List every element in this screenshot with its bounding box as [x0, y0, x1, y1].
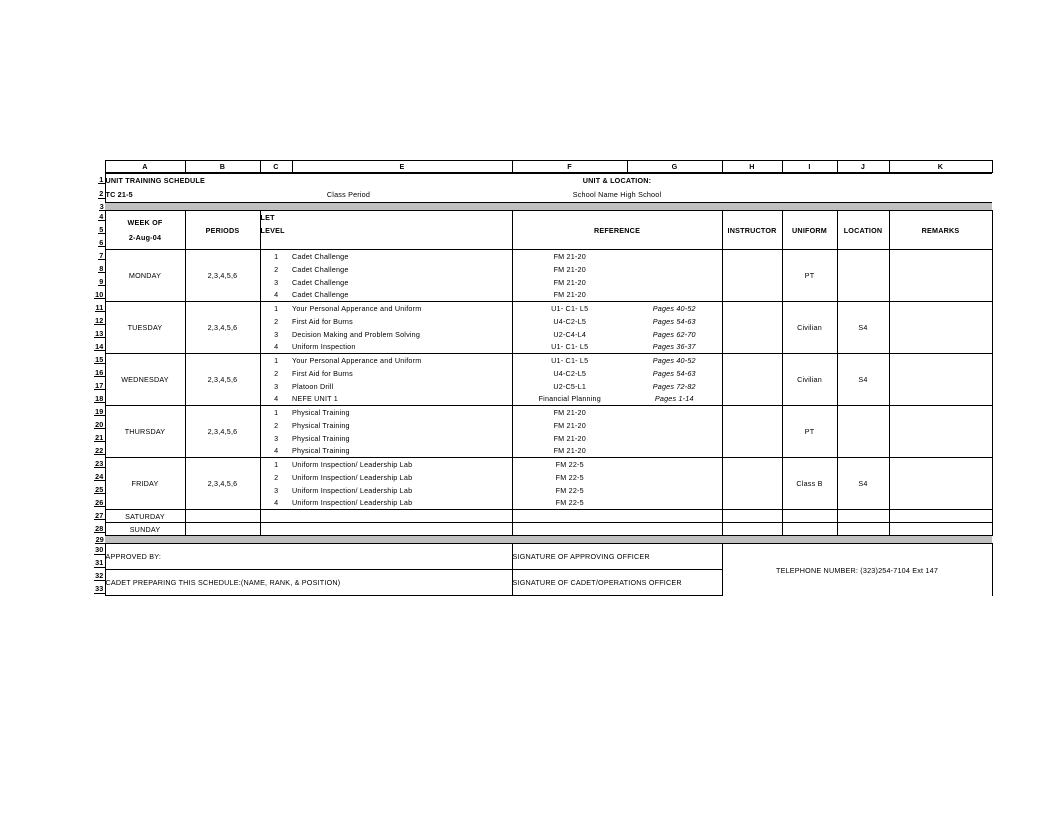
lesson-subject: Cadet Challenge: [292, 264, 349, 274]
row-number-16[interactable]: [92, 367, 105, 380]
cadet-preparing-schedule: CADET PREPARING THIS SCHEDULE:(NAME, RANK, & POSITION): [105, 570, 512, 596]
row-number-label: 13: [95, 329, 104, 339]
row-number-label: 14: [95, 342, 104, 352]
row-number-label: 8: [99, 264, 104, 274]
location-thursday[interactable]: [837, 406, 889, 458]
lesson-reference: U1- C1- L5: [512, 354, 627, 367]
row-30: [92, 544, 992, 557]
uniform-wednesday[interactable]: Civilian: [782, 354, 837, 406]
sunday-lessons[interactable]: [260, 523, 512, 536]
remarks-tuesday[interactable]: [889, 302, 992, 354]
row-number-7[interactable]: [92, 250, 105, 263]
saturday-location[interactable]: [837, 510, 889, 523]
lesson-number: 4: [260, 497, 292, 510]
lesson-subject: Physical Training: [292, 406, 512, 419]
lesson-subject: First Aid for Burns: [292, 316, 353, 326]
periods-tuesday: 2,3,4,5,6: [185, 302, 260, 354]
row-number-21[interactable]: [92, 432, 105, 445]
lesson-reference: FM 21-20: [512, 406, 627, 419]
signature-cadet-operations-officer: SIGNATURE OF CADET/OPERATIONS OFFICER: [512, 570, 722, 596]
lesson-number: 3: [260, 380, 292, 393]
row-number-32[interactable]: 32: [92, 570, 105, 583]
row-number-label: 17: [95, 381, 104, 391]
lesson-pages: Pages 40-52: [627, 302, 722, 315]
periods-thursday: 2,3,4,5,6: [185, 406, 260, 458]
saturday-reference[interactable]: [512, 510, 722, 523]
lesson-reference: FM 21-20: [512, 445, 627, 458]
approved-by: APPROVED BY:: [105, 544, 512, 570]
lesson-pages: Pages 62-70: [627, 328, 722, 341]
week-of-date: 2-Aug-04: [128, 233, 162, 243]
remarks-monday[interactable]: [889, 250, 992, 302]
sunday-periods[interactable]: [185, 523, 260, 536]
instructor-monday[interactable]: [722, 250, 782, 302]
lesson-pages: [627, 263, 722, 276]
column-header-k[interactable]: K: [889, 161, 992, 173]
row-number-3[interactable]: 3: [92, 203, 105, 211]
column-header-c[interactable]: C: [260, 161, 292, 173]
lesson-number: 4: [260, 445, 292, 458]
lesson-subject: Uniform Inspection/ Leadership Lab: [292, 485, 413, 495]
row2-blank: [722, 187, 992, 203]
day-name-monday: MONDAY: [105, 250, 185, 302]
row-3-pane-divider: [92, 203, 992, 211]
remarks-wednesday[interactable]: [889, 354, 992, 406]
day-name-sunday: SUNDAY: [105, 523, 185, 536]
row-number-1[interactable]: 1: [92, 174, 105, 187]
header-location: LOCATION: [837, 211, 889, 250]
lesson-number: 4: [260, 393, 292, 406]
periods-wednesday: 2,3,4,5,6: [185, 354, 260, 406]
lesson-pages: [627, 458, 722, 471]
row1-blank: [722, 174, 992, 187]
lesson-number: 4: [260, 341, 292, 354]
row-number-9[interactable]: [92, 276, 105, 289]
header-instructor: INSTRUCTOR: [722, 211, 782, 250]
header-periods: PERIODS: [185, 211, 260, 250]
row-29-pane-divider: [92, 536, 992, 544]
row-number-label: 12: [95, 316, 104, 326]
row-number-28[interactable]: 28: [92, 523, 105, 536]
lesson-number: 3: [260, 276, 292, 289]
row-number-8[interactable]: [92, 263, 105, 276]
lesson-pages: Pages 72-82: [627, 380, 722, 393]
location-wednesday[interactable]: S4: [837, 354, 889, 406]
row-number-12[interactable]: [92, 315, 105, 328]
lesson-subject: First Aid for Burns: [292, 368, 353, 378]
row-number-20[interactable]: [92, 419, 105, 432]
row-number-26[interactable]: [92, 497, 105, 510]
remarks-friday[interactable]: [889, 458, 992, 510]
location-tuesday[interactable]: S4: [837, 302, 889, 354]
header-week-of: [105, 211, 185, 250]
saturday-uniform[interactable]: [782, 510, 837, 523]
lesson-pages: Pages 40-52: [627, 354, 722, 367]
row-number-18[interactable]: [92, 393, 105, 406]
row-number-label: 26: [95, 498, 104, 508]
lesson-number: 1: [260, 302, 292, 315]
row-7: [92, 250, 992, 263]
row-number-30[interactable]: 30: [92, 544, 105, 557]
row-number-29[interactable]: 29: [92, 536, 105, 544]
lesson-pages: [627, 471, 722, 484]
day-name-wednesday: WEDNESDAY: [105, 354, 185, 406]
lesson-subject: Your Personal Apperance and Uniform: [292, 302, 512, 315]
row-number-label: 24: [95, 472, 104, 482]
saturday-instructor[interactable]: [722, 510, 782, 523]
lesson-pages: [627, 445, 722, 458]
lesson-pages: [627, 432, 722, 445]
header-remarks: REMARKS: [889, 211, 992, 250]
row-23: [92, 458, 992, 471]
class-period-label: Class Period: [326, 189, 371, 199]
row-number-14[interactable]: [92, 341, 105, 354]
uniform-tuesday[interactable]: Civilian: [782, 302, 837, 354]
lesson-pages: [627, 250, 722, 263]
sunday-uniform[interactable]: [782, 523, 837, 536]
periods-friday: 2,3,4,5,6: [185, 458, 260, 510]
row-number-31[interactable]: 31: [92, 557, 105, 570]
lesson-subject: NEFE UNIT 1: [292, 393, 512, 406]
lesson-reference: FM 21-20: [512, 263, 627, 276]
instructor-thursday[interactable]: [722, 406, 782, 458]
row-number-27[interactable]: 27: [92, 510, 105, 523]
doc-title: UNIT TRAINING SCHEDULE: [105, 174, 512, 187]
saturday-remarks[interactable]: [889, 510, 992, 523]
sunday-remarks[interactable]: [889, 523, 992, 536]
lesson-subject: Cadet Challenge: [292, 289, 512, 302]
lesson-reference: U2-C4-L4: [512, 328, 627, 341]
header-let: LET: [260, 211, 512, 224]
row-number-15[interactable]: [92, 354, 105, 367]
saturday-lessons[interactable]: [260, 510, 512, 523]
lesson-pages: [627, 276, 722, 289]
column-header-g[interactable]: G: [627, 161, 722, 173]
row-number-label: 16: [95, 368, 104, 378]
lesson-reference: FM 21-20: [512, 432, 627, 445]
lesson-reference: FM 21-20: [512, 250, 627, 263]
location-friday[interactable]: S4: [837, 458, 889, 510]
instructor-wednesday[interactable]: [722, 354, 782, 406]
row-number-label: 18: [95, 394, 104, 404]
lesson-number: 2: [260, 419, 292, 432]
lesson-number: 4: [260, 289, 292, 302]
lesson-subject: Uniform Inspection/ Leadership Lab: [292, 497, 512, 510]
row-number-6[interactable]: 6: [92, 237, 105, 250]
pane-divider-bar-2: [105, 536, 992, 544]
row-number-label: 10: [95, 290, 104, 300]
column-header-b[interactable]: B: [185, 161, 260, 173]
column-header-f[interactable]: F: [512, 161, 627, 173]
sunday-reference[interactable]: [512, 523, 722, 536]
row-11: [92, 302, 992, 315]
row-number-10[interactable]: [92, 289, 105, 302]
lesson-number: 1: [260, 458, 292, 471]
lesson-pages: Pages 36-37: [627, 341, 722, 354]
column-header-h[interactable]: H: [722, 161, 782, 173]
lesson-reference: FM 21-20: [512, 276, 627, 289]
header-let-level: LEVEL: [260, 225, 285, 235]
day-name-saturday: SATURDAY: [105, 510, 185, 523]
row-15: [92, 354, 992, 367]
lesson-subject: Uniform Inspection: [292, 341, 512, 354]
uniform-friday[interactable]: Class B: [782, 458, 837, 510]
row-number-25[interactable]: [92, 484, 105, 497]
lesson-number: 1: [260, 406, 292, 419]
telephone-number: TELEPHONE NUMBER: (323)254-7104 Ext 147: [722, 544, 992, 596]
lesson-pages: Pages 54-63: [627, 315, 722, 328]
lesson-number: 1: [260, 250, 292, 263]
lesson-number: 2: [260, 315, 292, 328]
column-header-e[interactable]: E: [292, 161, 512, 173]
lesson-reference: U1- C1- L5: [512, 302, 627, 315]
row-number-33[interactable]: 33: [92, 583, 105, 596]
row-28: [92, 523, 992, 536]
lesson-pages: [627, 484, 722, 497]
sunday-location[interactable]: [837, 523, 889, 536]
lesson-number: 2: [260, 263, 292, 276]
spreadsheet-sheet: [92, 160, 992, 596]
row-number-24[interactable]: [92, 471, 105, 484]
lesson-number: 3: [260, 484, 292, 497]
lesson-subject: Cadet Challenge: [292, 250, 512, 263]
row-number-label: 23: [95, 459, 104, 469]
day-name-friday: FRIDAY: [105, 458, 185, 510]
lesson-reference: FM 22-5: [512, 471, 627, 484]
lesson-pages: [627, 406, 722, 419]
instructor-friday[interactable]: [722, 458, 782, 510]
lesson-number: 1: [260, 354, 292, 367]
uniform-thursday[interactable]: PT: [782, 406, 837, 458]
row-number-label: 22: [95, 446, 104, 456]
lesson-pages: Pages 54-63: [627, 367, 722, 380]
row-number-2[interactable]: 2: [92, 187, 105, 203]
instructor-tuesday[interactable]: [722, 302, 782, 354]
lesson-reference: U1- C1- L5: [512, 341, 627, 354]
column-header-strip: [92, 160, 993, 173]
column-header-i[interactable]: I: [782, 161, 837, 173]
lesson-number: 2: [260, 367, 292, 380]
lesson-reference: FM 22-5: [512, 484, 627, 497]
lesson-subject: Uniform Inspection/ Leadership Lab: [292, 472, 413, 482]
lesson-subject: Physical Training: [292, 433, 350, 443]
row-number-label: 20: [95, 420, 104, 430]
lesson-reference: FM 22-5: [512, 497, 627, 510]
row-2: [92, 187, 992, 203]
row-number-5[interactable]: 5: [92, 224, 105, 237]
lesson-subject: Your Personal Apperance and Uniform: [292, 354, 512, 367]
tc-number: TC 21-5: [105, 187, 185, 203]
lesson-subject: Decision Making and Problem Solving: [292, 329, 421, 339]
row-number-label: 25: [95, 485, 104, 495]
row-number-label: 7: [99, 251, 104, 261]
lesson-reference: FM 22-5: [512, 458, 627, 471]
uniform-monday[interactable]: PT: [782, 250, 837, 302]
row-number-17[interactable]: [92, 380, 105, 393]
row-number-19[interactable]: [92, 406, 105, 419]
column-header-j[interactable]: J: [837, 161, 889, 173]
row-number-label: 21: [95, 433, 104, 443]
lesson-pages: [627, 497, 722, 510]
row-number-22[interactable]: [92, 445, 105, 458]
lesson-reference: U4-C2-L5: [512, 367, 627, 380]
row-number-11[interactable]: [92, 302, 105, 315]
day-name-tuesday: TUESDAY: [105, 302, 185, 354]
row-19: [92, 406, 992, 419]
column-header-a[interactable]: A: [105, 161, 185, 173]
column-letters-row: [92, 161, 992, 173]
school-name: School Name High School: [572, 189, 662, 199]
row-number-label: 19: [95, 407, 104, 417]
lesson-pages: Pages 1-14: [627, 393, 722, 406]
header-reference: REFERENCE: [512, 211, 722, 250]
unit-training-schedule-table: [92, 173, 993, 596]
row-27: [92, 510, 992, 523]
lesson-number: 3: [260, 432, 292, 445]
row-4: [92, 211, 992, 224]
row-number-13[interactable]: [92, 328, 105, 341]
location-monday[interactable]: [837, 250, 889, 302]
lesson-subject: Physical Training: [292, 420, 350, 430]
lesson-subject: Uniform Inspection/ Leadership Lab: [292, 458, 512, 471]
week-of-text: WEEK OF: [127, 218, 163, 228]
signature-approving-officer: SIGNATURE OF APPROVING OFFICER: [512, 544, 722, 570]
header-uniform: UNIFORM: [782, 211, 837, 250]
lesson-number: 3: [260, 328, 292, 341]
row-number-label: 15: [95, 355, 104, 365]
row-number-label: 9: [99, 277, 104, 287]
remarks-thursday[interactable]: [889, 406, 992, 458]
lesson-subject: Cadet Challenge: [292, 277, 349, 287]
sunday-instructor[interactable]: [722, 523, 782, 536]
lesson-reference: FM 21-20: [512, 289, 627, 302]
day-name-thursday: THURSDAY: [105, 406, 185, 458]
lesson-reference: FM 21-20: [512, 419, 627, 432]
saturday-periods[interactable]: [185, 510, 260, 523]
row-1: [92, 174, 992, 187]
header-let-spacer: [260, 237, 512, 250]
row-number-23[interactable]: [92, 458, 105, 471]
lesson-pages: [627, 419, 722, 432]
lesson-subject: Physical Training: [292, 445, 512, 458]
lesson-pages: [627, 289, 722, 302]
lesson-reference: U4-C2-L5: [512, 315, 627, 328]
day-blocks: [92, 250, 992, 510]
lesson-subject: Platoon Drill: [292, 381, 334, 391]
row-number-label: 11: [95, 303, 104, 313]
pane-divider-bar: [105, 203, 992, 211]
select-all-corner[interactable]: [92, 161, 105, 173]
row-number-4[interactable]: 4: [92, 211, 105, 224]
lesson-number: 2: [260, 471, 292, 484]
lesson-reference: U2-C5-L1: [512, 380, 627, 393]
lesson-reference: Financial Planning: [512, 393, 627, 406]
periods-monday: 2,3,4,5,6: [185, 250, 260, 302]
unit-location-label: UNIT & LOCATION:: [512, 174, 722, 187]
